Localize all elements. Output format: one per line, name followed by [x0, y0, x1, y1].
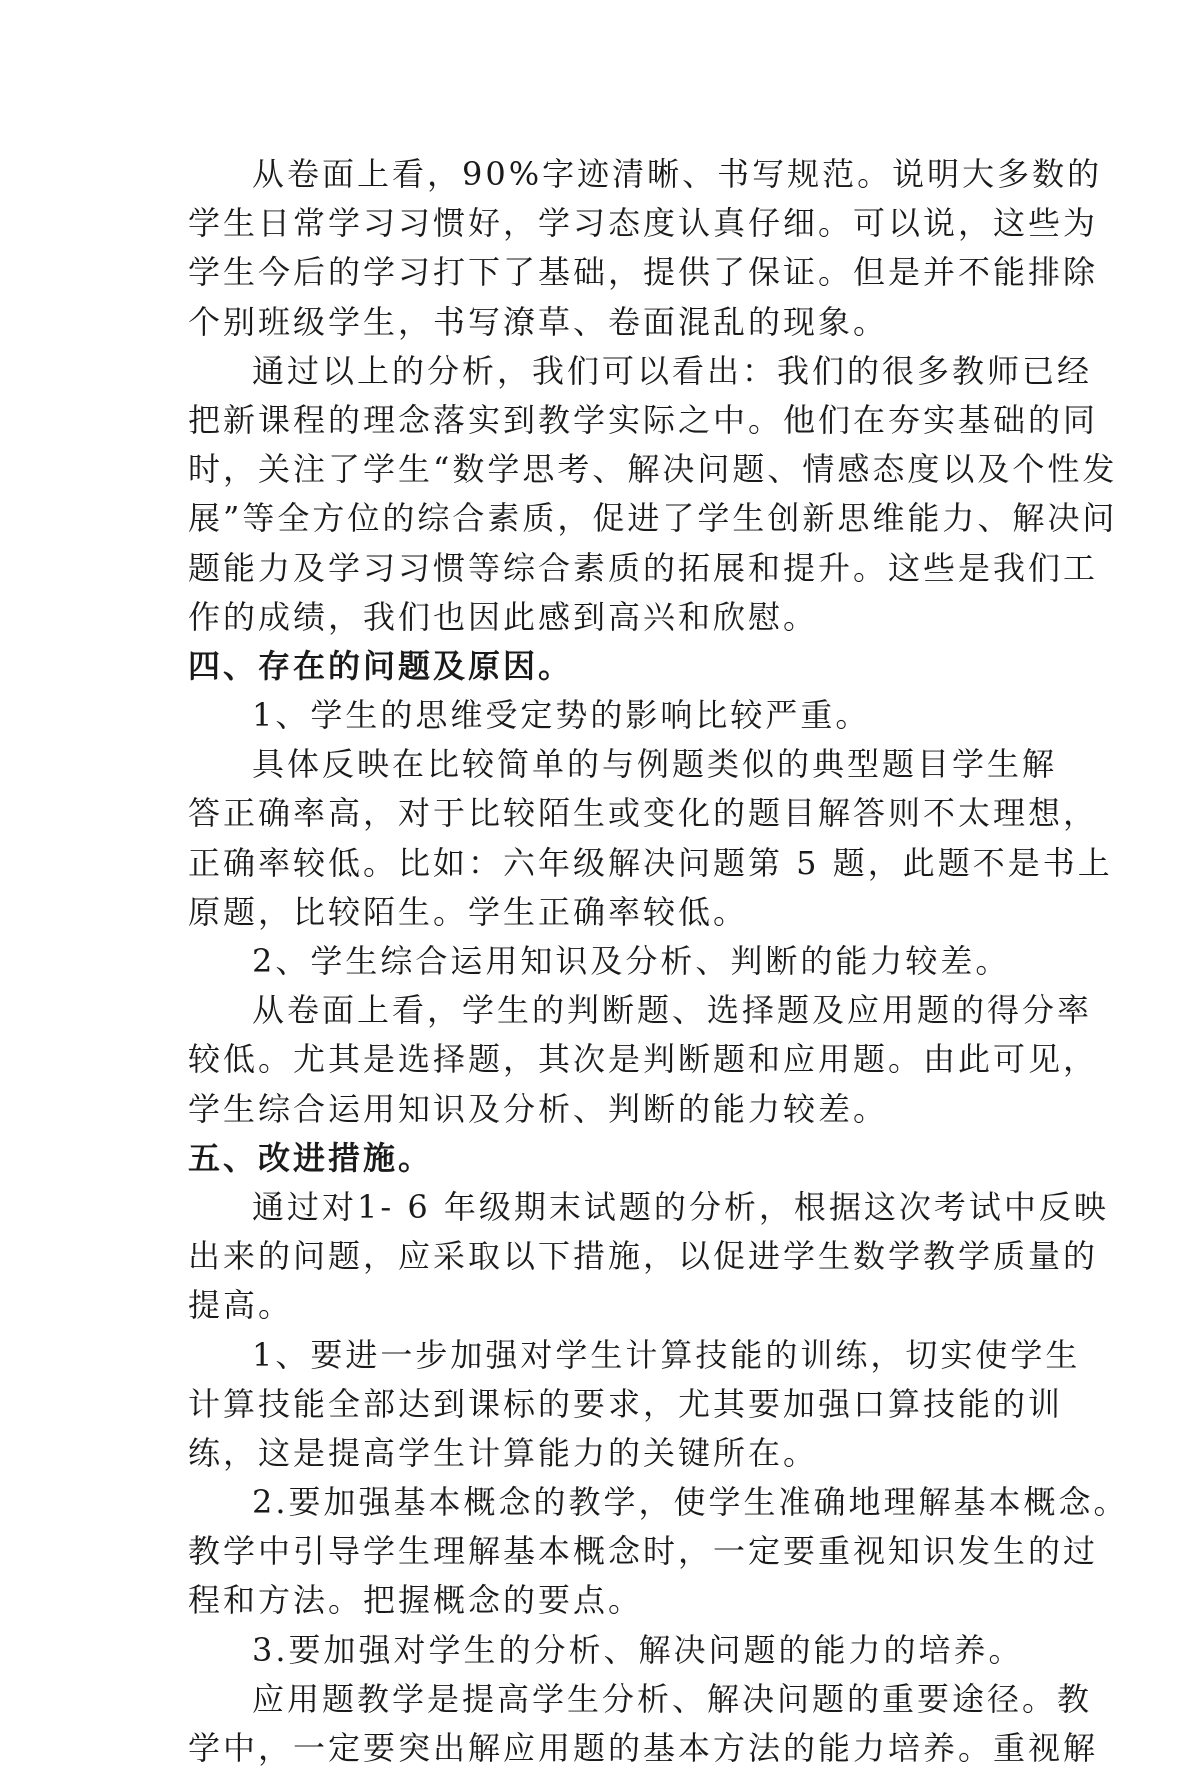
text-line: 练，这是提高学生计算能力的关键所在。: [188, 1433, 819, 1472]
text-line: 展”等全方位的综合素质，促进了学生创新思维能力、解决问: [188, 499, 1118, 538]
text-line: 计算技能全部达到课标的要求，尤其要加强口算技能的训: [188, 1384, 1064, 1423]
text-line: 学生综合运用知识及分析、判断的能力较差。: [188, 1089, 889, 1128]
text-line: 答正确率高，对于比较陌生或变化的题目解答则不太理想，: [188, 794, 1099, 833]
text-line: 程和方法。把握概念的要点。: [188, 1581, 644, 1620]
text-line: 个别班级学生，书写潦草、卷面混乱的现象。: [188, 302, 889, 341]
text-line: 通过以上的分析，我们可以看出：我们的很多教师已经: [252, 351, 1093, 390]
text-line: 2.要加强基本概念的教学，使学生准确地理解基本概念。: [252, 1483, 1129, 1522]
text-line: 原题，比较陌生。学生正确率较低。: [188, 892, 749, 931]
text-line: 学生日常学习习惯好，学习态度认真仔细。可以说，这些为: [188, 204, 1099, 243]
text-line: 具体反映在比较简单的与例题类似的典型题目学生解: [252, 745, 1058, 784]
text-line: 出来的问题，应采取以下措施，以促进学生数学教学质量的: [188, 1237, 1099, 1276]
text-line: 1、要进一步加强对学生计算技能的训练，切实使学生: [252, 1335, 1081, 1374]
text-line: 提高。: [188, 1286, 294, 1325]
text-line: 题能力及学习习惯等综合素质的拓展和提升。这些是我们工: [188, 548, 1099, 587]
document-body: [188, 150, 1129, 1773]
text-line: 学中，一定要突出解应用题的基本方法的能力培养。重视解: [188, 1729, 1099, 1767]
section-heading: 五、改进措施。: [188, 1138, 434, 1177]
text-line: 从卷面上看，90%字迹清晰、书写规范。说明大多数的: [252, 155, 1103, 193]
text-line: 把新课程的理念落实到教学实际之中。他们在夯实基础的同: [188, 400, 1099, 439]
text-line: 1、学生的思维受定势的影响比较严重。: [252, 696, 871, 735]
text-line: 时，关注了学生“数学思考、解决问题、情感态度以及个性发: [188, 450, 1118, 489]
text-line: 2、学生综合运用知识及分析、判断的能力较差。: [252, 942, 1011, 980]
text-line: 3.要加强对学生的分析、解决问题的能力的培养。: [252, 1630, 1024, 1669]
text-line: 教学中引导学生理解基本概念时，一定要重视知识发生的过: [188, 1532, 1099, 1571]
text-line: 应用题教学是提高学生分析、解决问题的重要途径。教: [252, 1679, 1093, 1718]
section-heading: 四、存在的问题及原因。: [188, 646, 574, 685]
text-line: 学生今后的学习打下了基础，提供了保证。但是并不能排除: [188, 253, 1099, 292]
text-line: 通过对1- 6 年级期末试题的分析，根据这次考试中反映: [252, 1187, 1109, 1226]
text-line: 作的成绩，我们也因此感到高兴和欣慰。: [188, 597, 819, 636]
text-line: 从卷面上看，学生的判断题、选择题及应用题的得分率: [252, 991, 1093, 1030]
text-line: 较低。尤其是选择题，其次是判断题和应用题。由此可见，: [188, 1040, 1099, 1079]
text-line: 正确率较低。比如：六年级解决问题第 5 题，此题不是书上: [188, 843, 1113, 882]
